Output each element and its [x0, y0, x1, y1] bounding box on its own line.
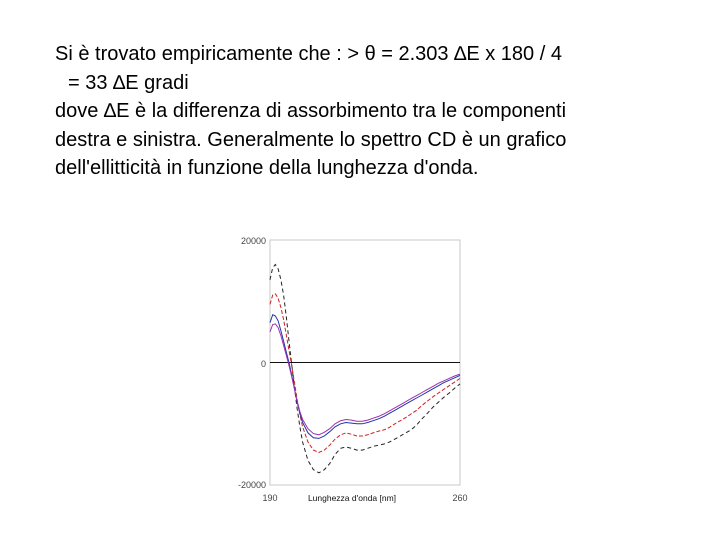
text-line-5: dell'ellitticità in funzione della lunghezza d'onda.	[55, 157, 479, 179]
spectrum-curve-1	[270, 265, 460, 473]
text-line-1: Si è trovato empiricamente che : > θ = 2.303 ∆E x 180 / 4	[55, 43, 562, 65]
x-tick-label-start: 190	[262, 493, 278, 503]
series-layer	[270, 265, 460, 473]
y-tick-label-zero: 0	[260, 359, 266, 369]
y-tick-label-top: 20000	[240, 236, 266, 246]
body-text	[55, 40, 705, 183]
cd-spectrum-chart	[228, 230, 473, 505]
cd-spectrum-figure	[228, 230, 473, 505]
text-line-2: = 33 ∆E gradi	[68, 71, 189, 94]
x-axis-label: Lunghezza d'onda [nm]	[307, 493, 397, 503]
spectrum-curve-3	[270, 315, 460, 439]
spectrum-curve-4	[270, 324, 460, 435]
text-line-4: destra e sinistra. Generalmente lo spettro CD è un grafico	[55, 128, 567, 151]
spectrum-curve-2	[270, 294, 460, 453]
text-line-3: dove ∆E è la differenza di assorbimento tra le componenti	[55, 100, 567, 122]
y-tick-label-bottom: -20000	[237, 480, 266, 490]
x-tick-label-end: 260	[452, 493, 468, 503]
